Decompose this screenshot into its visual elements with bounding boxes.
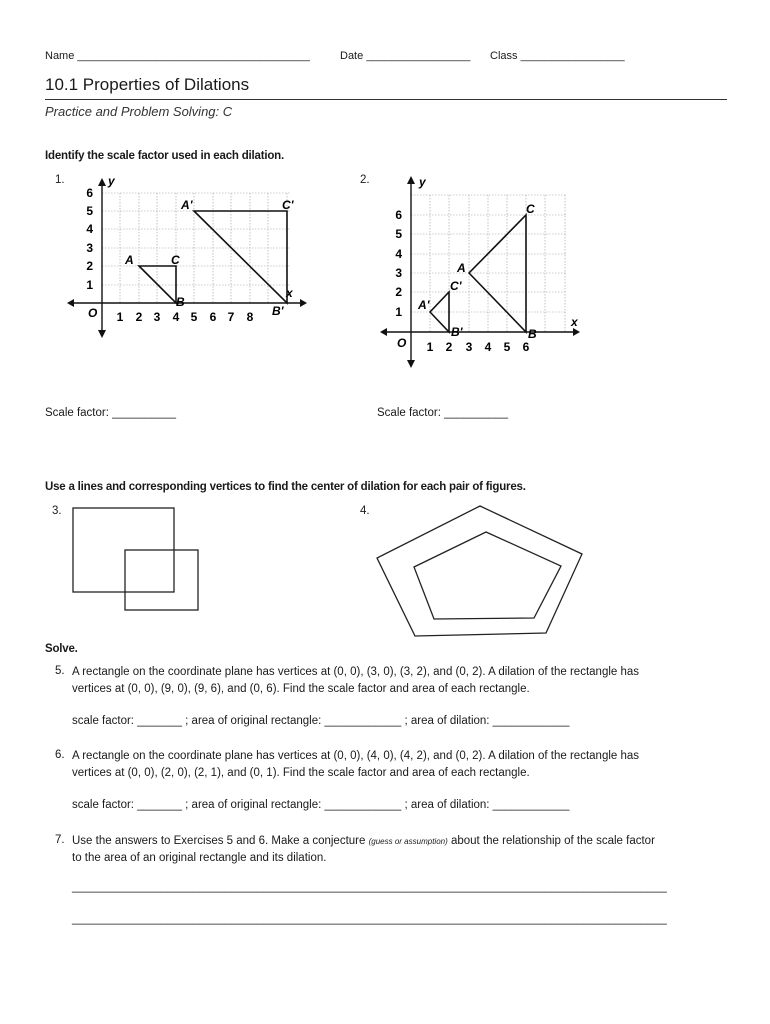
vertex-label: B'	[272, 304, 284, 318]
tick-label: 6	[522, 340, 530, 354]
tick-label: 5	[190, 310, 198, 324]
problem2-x-label: x	[571, 315, 578, 329]
page-subtitle: Practice and Problem Solving: C	[45, 104, 233, 119]
vertex-label: B	[528, 327, 537, 341]
tick-label: 4	[172, 310, 180, 324]
problem2-y-arrow-down-icon	[407, 360, 415, 368]
tick-label: 5	[86, 204, 93, 218]
tick-label: 1	[116, 310, 124, 324]
problem7-answer-line-1[interactable]: _____________________________________________________________________________________________	[72, 881, 667, 893]
page-title: 10.1 Properties of Dilations	[45, 75, 250, 94]
problem1-vertex-labels	[124, 198, 295, 318]
name-field[interactable]	[45, 50, 310, 62]
problem7-note: (guess or assumption)	[368, 837, 448, 846]
date-blank[interactable]: _________________	[366, 50, 471, 62]
problem2-x-ticks	[427, 340, 530, 354]
tick-label: 2	[135, 310, 143, 324]
problem7-text	[72, 833, 655, 867]
problem2-y-label: y	[419, 175, 426, 189]
vertex-label: C	[526, 202, 535, 216]
problem4-figure	[370, 500, 590, 640]
tick-label: 1	[86, 278, 93, 292]
problem2-original-triangle	[469, 215, 526, 332]
problem1-y-label: y	[108, 174, 115, 188]
problem7-number: 7.	[55, 834, 65, 846]
vertex-label: C	[171, 253, 180, 267]
problem3-number: 3.	[52, 505, 62, 517]
problem5-answer-line[interactable]: scale factor: _______ ; area of original rectangle: ____________ ; area of dilation: ____________	[72, 715, 570, 727]
tick-label: 7	[227, 310, 235, 324]
problem1-image-triangle	[194, 211, 287, 303]
tick-label: 2	[445, 340, 453, 354]
problem2-x-arrow-icon	[573, 328, 580, 336]
tick-label: 4	[395, 247, 402, 261]
tick-label: 1	[426, 340, 434, 354]
problem2-origin-label: O	[397, 336, 407, 350]
problem2-x-arrow-left-icon	[380, 328, 387, 336]
problem6-line2: vertices at (0, 0), (2, 0), (2, 1), and (0, 1). Find the scale factor and area of each rectangle.	[72, 767, 530, 779]
tick-label: 6	[86, 186, 93, 200]
problem4-outer-pentagon	[377, 506, 582, 636]
tick-label: 3	[395, 266, 402, 280]
problem1-graph	[60, 170, 310, 345]
solve-heading: Solve.	[45, 643, 78, 655]
problem5-line2: vertices at (0, 0), (9, 0), (9, 6), and (0, 6). Find the scale factor and area of each rectangle.	[72, 683, 530, 695]
tick-label: 3	[86, 241, 93, 255]
problem4-number: 4.	[360, 505, 370, 517]
problem1-y-ticks	[86, 186, 93, 292]
problem1-number: 1.	[55, 174, 65, 186]
tick-label: 4	[86, 222, 93, 236]
problem1-x-label: x	[286, 286, 293, 300]
problem2-y-arrow-icon	[407, 176, 415, 184]
problem6-number: 6.	[55, 749, 65, 761]
date-field[interactable]	[340, 50, 470, 62]
problem3-small-square	[125, 550, 198, 610]
vertex-label: B	[176, 295, 185, 309]
problem2-scale-factor[interactable]: Scale factor: __________	[377, 407, 509, 419]
tick-label: 3	[153, 310, 161, 324]
problem1-original-triangle	[139, 266, 176, 303]
problem3-figure	[70, 505, 205, 615]
name-label: Name	[45, 50, 75, 62]
problem2-number: 2.	[360, 174, 370, 186]
problem1-grid	[102, 193, 290, 303]
problem5-line1: A rectangle on the coordinate plane has vertices at (0, 0), (3, 0), (3, 2), and (0, 2). A dilation of the rectangle has	[72, 666, 640, 678]
problem1-y-arrow-icon	[98, 178, 106, 186]
problem1-y-arrow-down-icon	[98, 330, 106, 338]
problem2-grid	[411, 195, 567, 332]
problem7-line2: to the area of an original rectangle and its dilation.	[72, 852, 327, 864]
tick-label: 5	[503, 340, 511, 354]
problem1-x-ticks	[117, 310, 254, 324]
vertex-label: A	[457, 261, 466, 275]
problem1-scale-factor[interactable]: Scale factor: __________	[45, 407, 177, 419]
tick-label: 2	[395, 285, 402, 299]
problem5-text	[72, 664, 639, 698]
tick-label: 1	[395, 305, 402, 319]
tick-label: 4	[484, 340, 492, 354]
problem6-line1: A rectangle on the coordinate plane has vertices at (0, 0), (4, 0), (4, 2), and (0, 2). A dilation of the rectangle has	[72, 750, 640, 762]
vertex-label: B'	[451, 325, 463, 339]
vertex-label: C'	[450, 279, 462, 293]
problem4-inner-pentagon	[414, 532, 561, 619]
tick-label: 2	[86, 259, 93, 273]
date-label: Date	[340, 50, 364, 62]
problem7-line1	[72, 833, 655, 850]
vertex-label: A'	[418, 298, 430, 312]
problem5-number: 5.	[55, 665, 65, 677]
problem2-graph	[375, 170, 590, 370]
problem1-origin-label: O	[88, 306, 98, 320]
title-divider	[45, 99, 727, 100]
class-label: Class	[490, 50, 518, 62]
class-blank[interactable]: _________________	[520, 50, 625, 62]
name-blank[interactable]: ______________________________________	[77, 50, 310, 62]
section1-instruction: Identify the scale factor used in each dilation.	[45, 150, 284, 162]
tick-label: 5	[395, 227, 402, 241]
problem7-line1-part2: about the relationship of the scale factor	[450, 835, 655, 847]
problem6-answer-line[interactable]: scale factor: _______ ; area of original rectangle: ____________ ; area of dilation: ____________	[72, 799, 570, 811]
tick-label: 3	[465, 340, 473, 354]
tick-label: 8	[246, 310, 254, 324]
problem7-answer-line-2[interactable]: _____________________________________________________________________________________________	[72, 913, 667, 925]
class-field[interactable]	[490, 50, 625, 62]
vertex-label: A'	[181, 198, 193, 212]
vertex-label: A	[125, 253, 134, 267]
problem1-x-arrow-icon	[300, 299, 307, 307]
tick-label: 6	[395, 208, 402, 222]
problem1-x-arrow-left-icon	[67, 299, 74, 307]
tick-label: 6	[209, 310, 217, 324]
problem2-y-ticks	[395, 208, 402, 319]
vertex-label: C'	[282, 198, 294, 212]
section2-instruction: Use a lines and corresponding vertices to find the center of dilation for each pair of figures.	[45, 481, 526, 493]
problem7-line1-part1: Use the answers to Exercises 5 and 6. Make a conjecture	[72, 835, 366, 847]
problem6-text	[72, 748, 639, 782]
